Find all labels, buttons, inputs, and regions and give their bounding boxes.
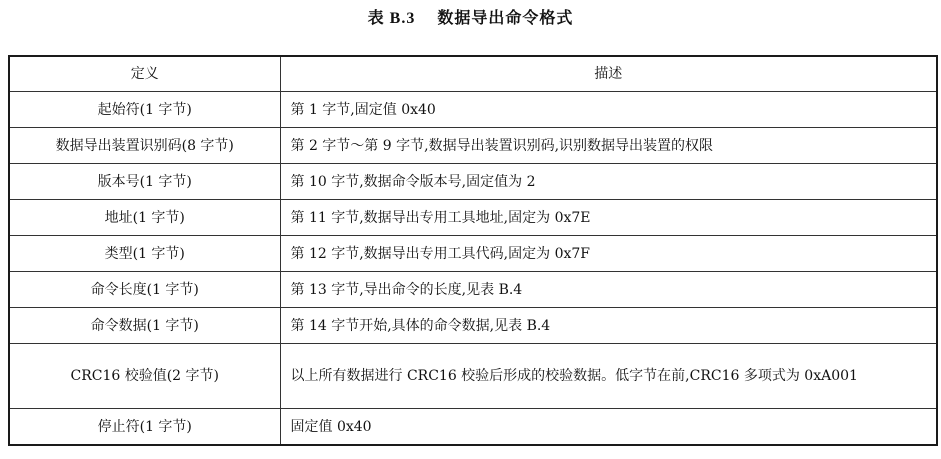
header-definition: 定义 (9, 56, 280, 92)
table-row (9, 272, 937, 308)
row-definition: 命令长度(1 字节) (9, 272, 280, 308)
row-definition: 停止符(1 字节) (9, 409, 280, 446)
row-definition: 起始符(1 字节) (9, 92, 280, 128)
table-row (9, 164, 937, 200)
row-description: 第 12 字节,数据导出专用工具代码,固定为 0x7F (280, 236, 937, 272)
table-row (9, 92, 937, 128)
table-row (9, 128, 937, 164)
row-description: 第 11 字节,数据导出专用工具地址,固定为 0x7E (280, 200, 937, 236)
row-description: 第 14 字节开始,具体的命令数据,见表 B.4 (280, 308, 937, 344)
row-description: 第 2 字节～第 9 字节,数据导出装置识别码,识别数据导出装置的权限 (280, 128, 937, 164)
row-description: 固定值 0x40 (280, 409, 937, 446)
row-description: 第 13 字节,导出命令的长度,见表 B.4 (280, 272, 937, 308)
row-description: 第 1 字节,固定值 0x40 (280, 92, 937, 128)
header-description: 描述 (280, 56, 937, 92)
row-definition: CRC16 校验值(2 字节) (9, 344, 280, 409)
table-title: 数据导出命令格式 (437, 8, 574, 27)
row-definition: 数据导出装置识别码(8 字节) (9, 128, 280, 164)
header-row (9, 56, 937, 92)
row-description: 第 10 字节,数据命令版本号,固定值为 2 (280, 164, 937, 200)
row-definition: 地址(1 字节) (9, 200, 280, 236)
table-number: 表 B.3 (367, 10, 416, 27)
table-row (9, 236, 937, 272)
row-definition: 版本号(1 字节) (9, 164, 280, 200)
command-format-table (8, 55, 938, 446)
row-description: 以上所有数据进行 CRC16 校验后形成的校验数据。低字节在前,CRC16 多项式为 0xA001 (280, 344, 937, 409)
table-row (9, 409, 937, 446)
table-row (9, 200, 937, 236)
row-definition: 命令数据(1 字节) (9, 308, 280, 344)
row-definition: 类型(1 字节) (9, 236, 280, 272)
table-row (9, 308, 937, 344)
table-caption (0, 6, 941, 31)
table-row (9, 344, 937, 409)
